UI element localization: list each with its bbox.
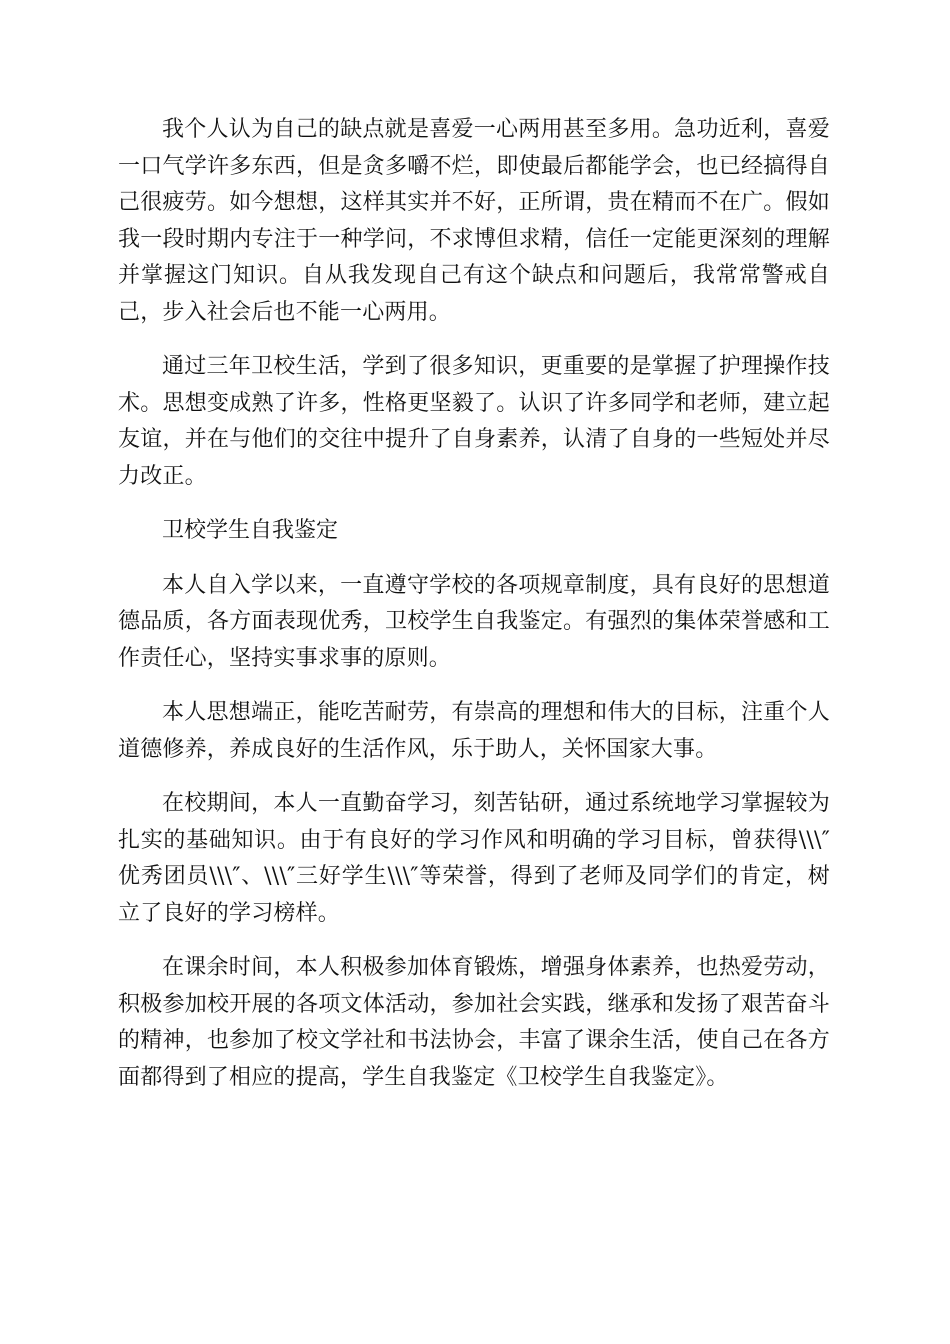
document-body bbox=[118, 112, 830, 1114]
paragraph-since-enrollment: 本人自入学以来，一直遵守学校的各项规章制度，具有良好的思想道德品质，各方面表现优秀，卫校学生自我鉴定。有强烈的集体荣誉感和工作责任心，坚持实事求事的原则。 bbox=[118, 572, 830, 671]
paragraph-shortcomings: 我个人认为自己的缺点就是喜爱一心两用甚至多用。急功近利，喜爱一口气学许多东西，但是贪多嚼不烂，即使最后都能学会，也已经搞得自己很疲劳。如今想想，这样其实并不好，正所谓，贵在精而不在广。假如我一段时期内专注于一种学问，不求博但求精，信任一定能更深刻的理解并掌握这门知识。自从我发现自己有这个缺点和问题后，我常常警戒自己，步入社会后也不能一心两用。 bbox=[118, 117, 830, 325]
section-heading: 卫校学生自我鉴定 bbox=[162, 518, 339, 543]
paragraph-three-years: 通过三年卫校生活，学到了很多知识，更重要的是掌握了护理操作技术。思想变成熟了许多，性格更坚毅了。认识了许多同学和老师，建立起友谊，并在与他们的交往中提升了自身素养，认清了自身的一些短处并尽力改正。 bbox=[118, 354, 830, 489]
paragraph-extracurricular: 在课余时间，本人积极参加体育锻炼，增强身体素养，也热爱劳动，积极参加校开展的各项文体活动，参加社会实践，继承和发扬了艰苦奋斗的精神，也参加了校文学社和书法协会，丰富了课余生活，使自己在各方面都得到了相应的提高，学生自我鉴定《卫校学生自我鉴定》。 bbox=[118, 955, 830, 1090]
paragraph-study: 在校期间，本人一直勤奋学习，刻苦钻研，通过系统地学习掌握较为扎实的基础知识。由于有良好的学习作风和明确的学习目标，曾获得\\\″优秀团员\\\″、\\\″三好学生\\\″等荣誉，得到了老师及同学们的肯定，树立了良好的学习榜样。 bbox=[118, 791, 830, 926]
paragraph-thought: 本人思想端正，能吃苦耐劳，有崇高的理想和伟大的目标，注重个人道德修养，养成良好的生活作风，乐于助人，关怀国家大事。 bbox=[118, 700, 830, 762]
